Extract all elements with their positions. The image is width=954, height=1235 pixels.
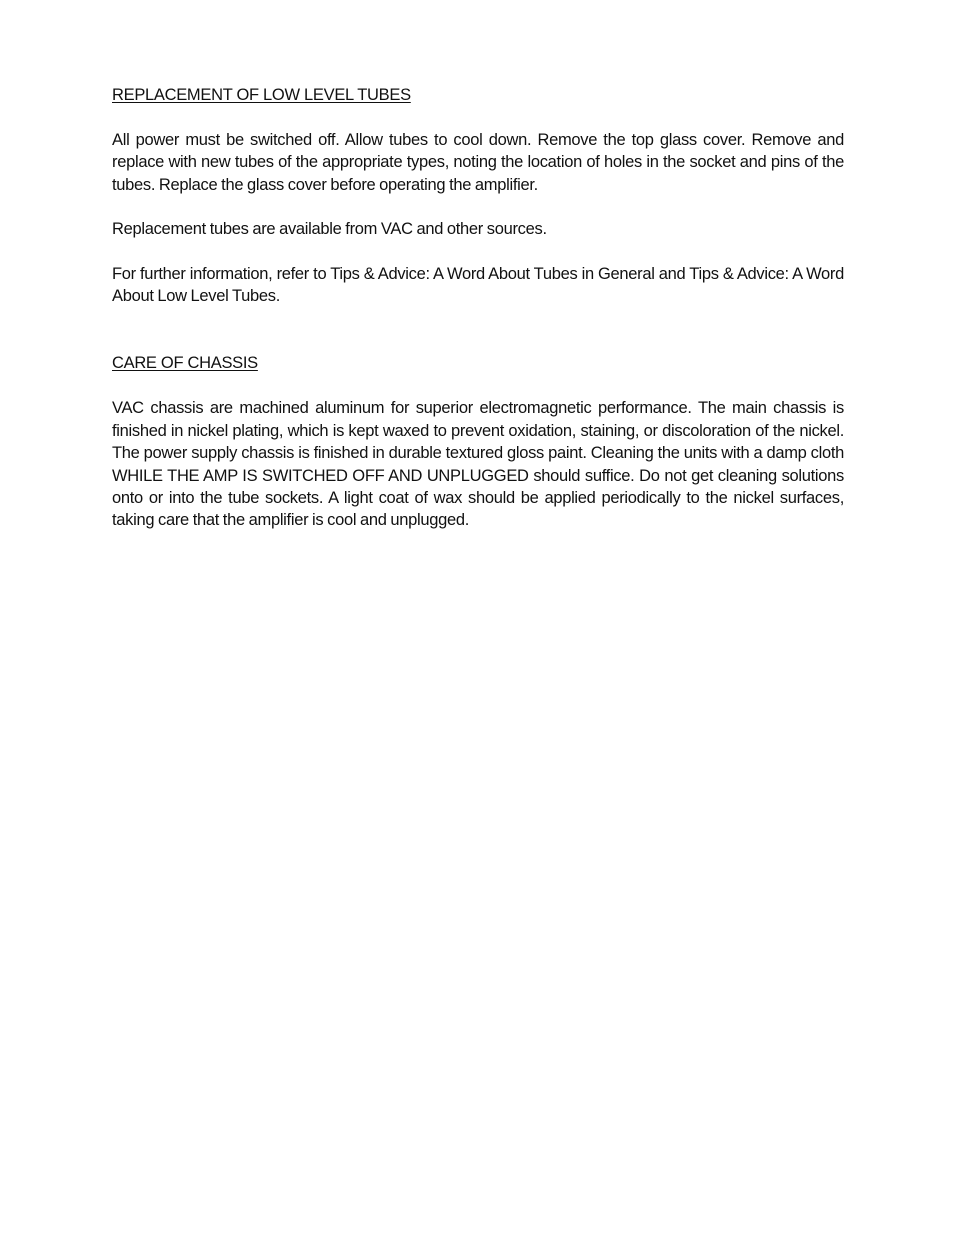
document-content	[112, 84, 844, 532]
paragraph-tube-sources: Replacement tubes are available from VAC and other sources.	[112, 220, 547, 239]
paragraph-chassis-care: VAC chassis are machined aluminum for superior electromagnetic performance. The main chassis is finished in nickel plating, which is kept waxed to prevent oxidation, staining, or discoloration of the nickel. The power supply chassis is finished in durable textured gloss paint. Cleaning the units with a damp cloth WHILE THE AMP IS SWITCHED OFF AND UNPLUGGED should suffice. Do not get cleaning solutions onto or into the tube sockets. A light coat of wax should be applied periodically to the nickel surfaces, taking care that the amplifier is cool and unplugged.	[112, 399, 844, 530]
section-heading-tube-replacement: REPLACEMENT OF LOW LEVEL TUBES	[112, 86, 411, 104]
paragraph-tube-replacement-instructions: All power must be switched off. Allow tubes to cool down. Remove the top glass cover. Remove and replace with new tubes of the appropriate types, noting the location of holes in the socket and pins of the tubes. Replace the glass cover before operating the amplifier.	[112, 131, 844, 194]
section-heading-chassis-care: CARE OF CHASSIS	[112, 354, 258, 373]
paragraph-further-information: For further information, refer to Tips & Advice: A Word About Tubes in General and Tips & Advice: A Word About Low Level Tubes.	[112, 264, 844, 306]
